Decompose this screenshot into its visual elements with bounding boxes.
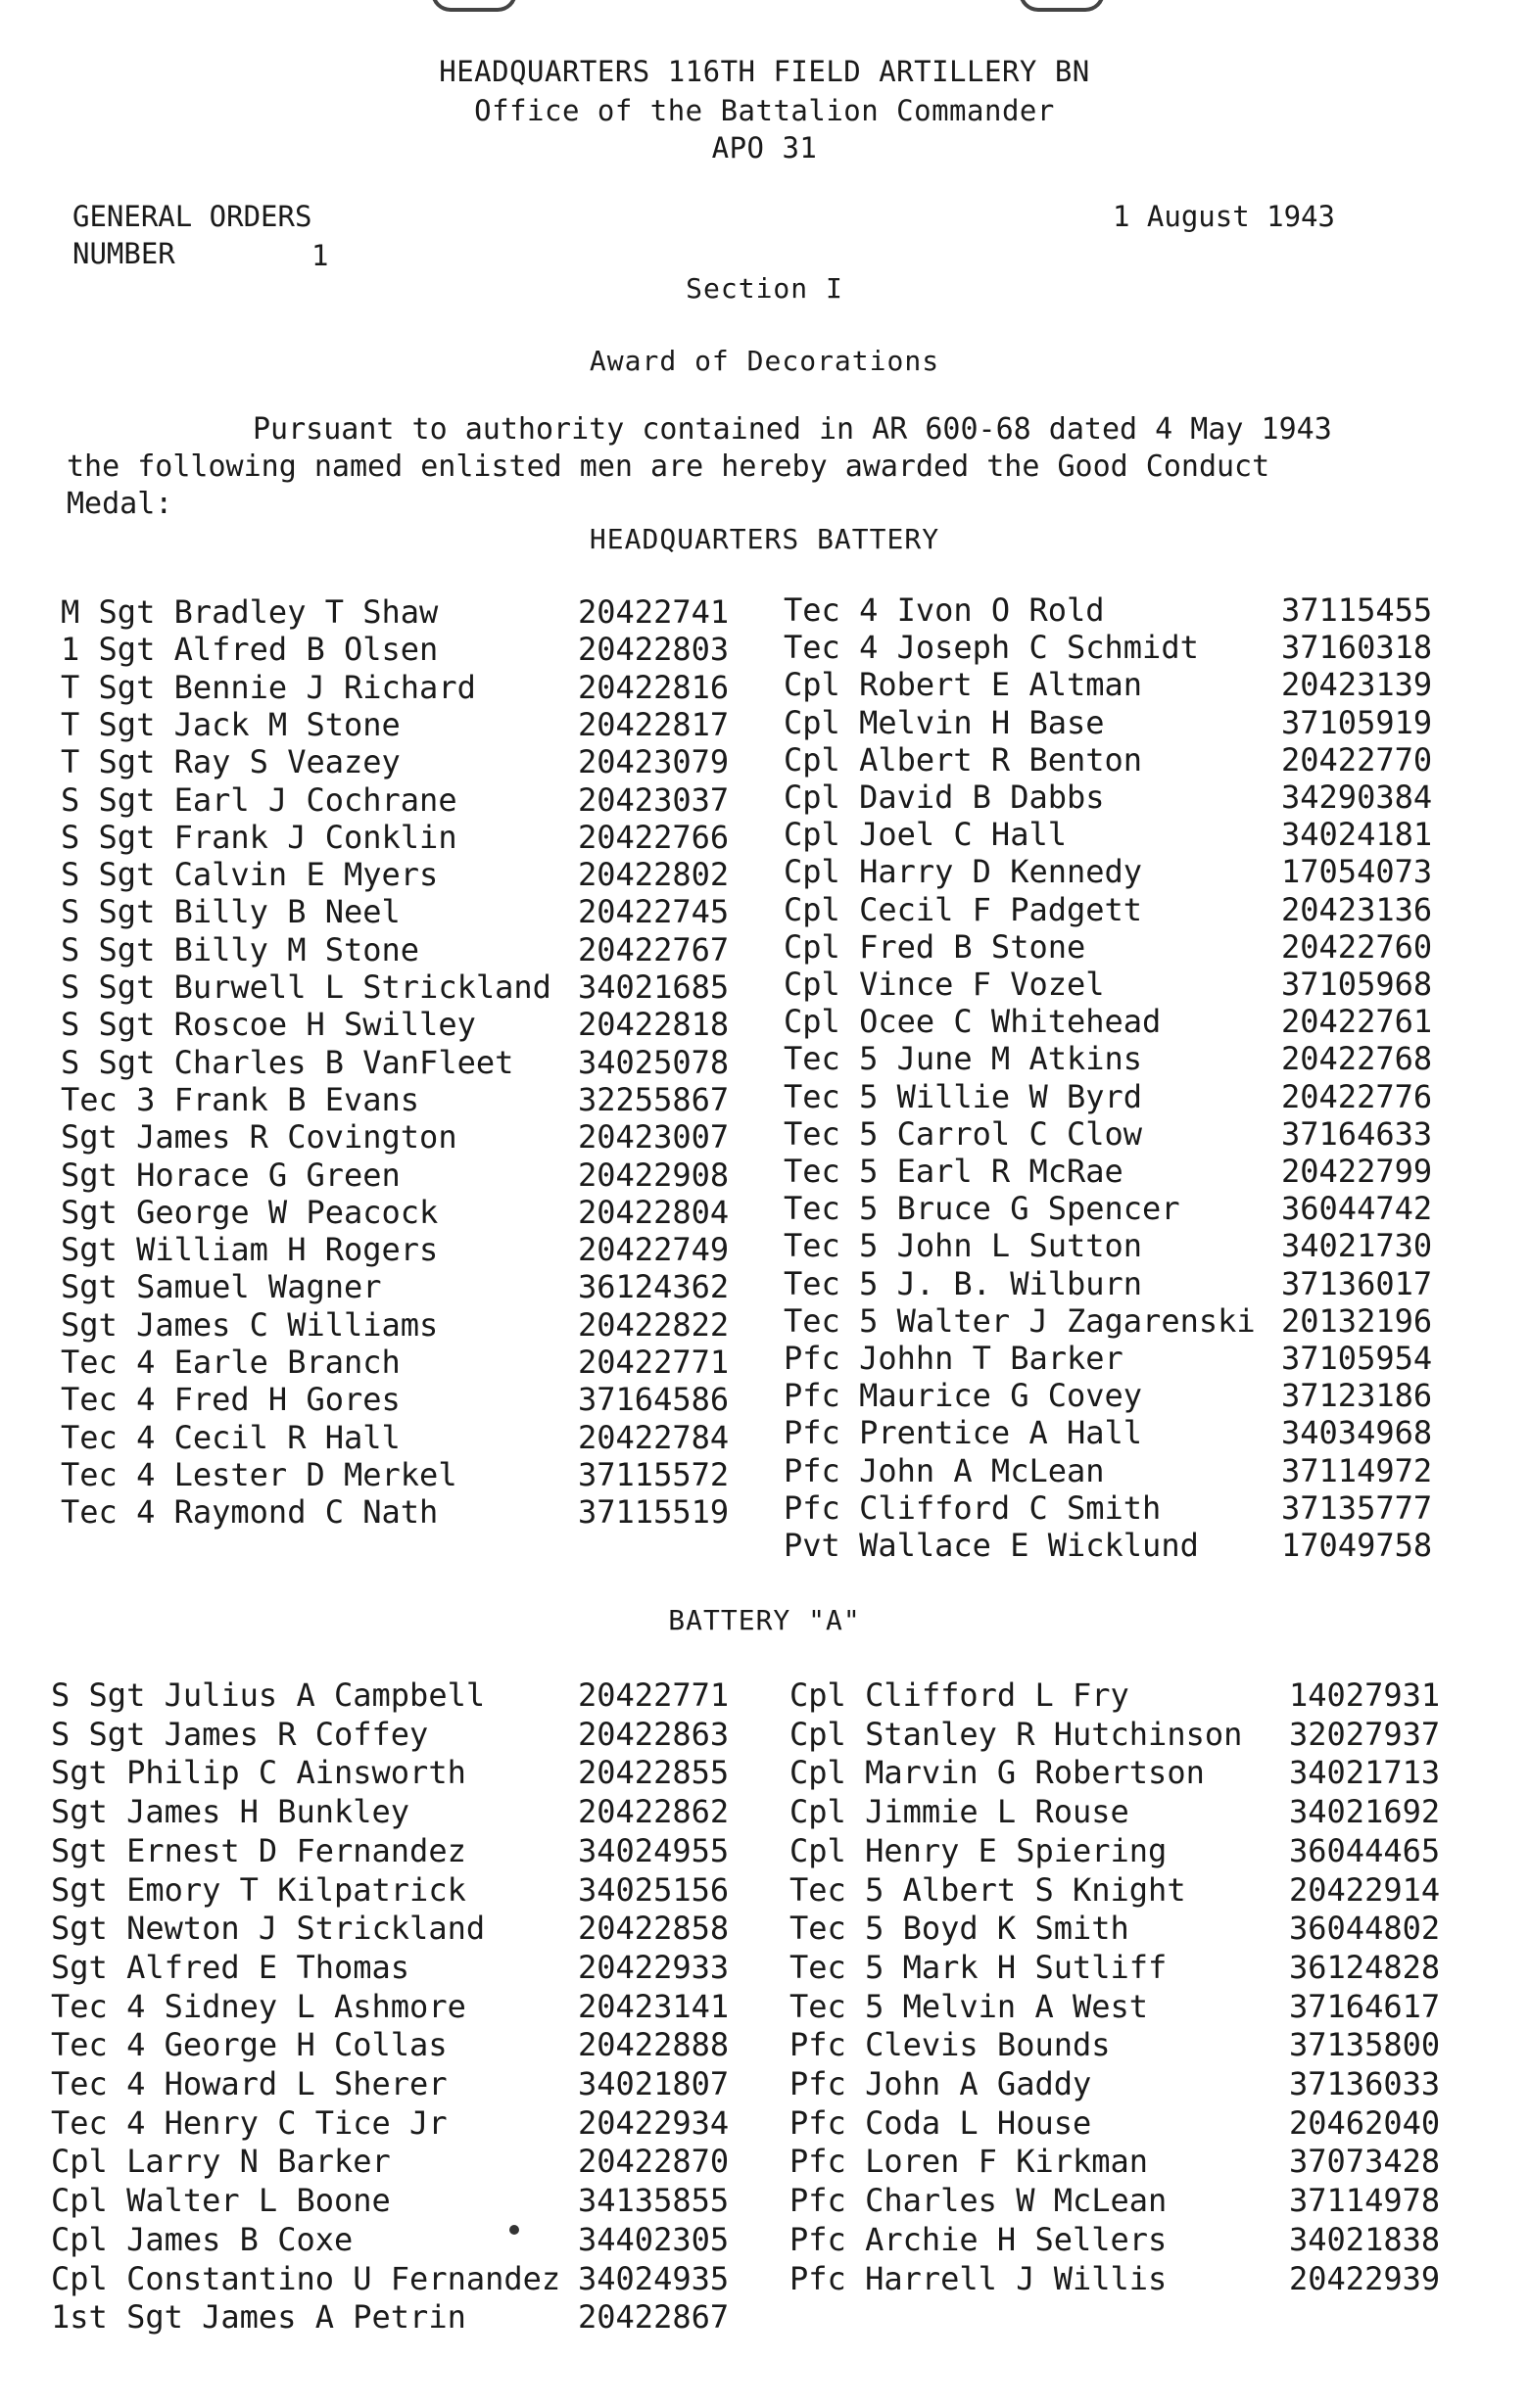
soldier-name: Sgt George W Peacock — [61, 1193, 439, 1231]
soldier-name: S Sgt Billy M Stone — [61, 930, 420, 968]
serial-number: 34034968 — [1281, 1414, 1433, 1452]
soldier-name: Cpl Clifford L Fry — [789, 1676, 1129, 1714]
paragraph-line-2: the following named enlisted men are hereby awarded the Good Conduct — [67, 449, 1270, 484]
soldier-name: Tec 5 John L Sutton — [784, 1227, 1143, 1265]
soldier-name: Tec 5 Melvin A West — [789, 1987, 1149, 2025]
hq-battery-title: HEADQUARTERS BATTERY — [589, 523, 940, 555]
soldier-name: Tec 4 Raymond C Nath — [61, 1493, 439, 1532]
soldier-name: Sgt Alfred E Thomas — [51, 1948, 410, 1986]
soldier-name: Tec 4 Cecil R Hall — [61, 1418, 401, 1456]
serial-number: 20422770 — [1281, 740, 1433, 779]
serial-number: 20422822 — [578, 1305, 730, 1344]
serial-number: 20422939 — [1289, 2259, 1441, 2297]
header-line-1: HEADQUARTERS 116TH FIELD ARTILLERY BN — [439, 55, 1090, 88]
serial-number: 34024955 — [578, 1831, 730, 1869]
soldier-name: Cpl Jimmie L Rouse — [789, 1793, 1129, 1831]
serial-number: 20422816 — [578, 668, 730, 706]
serial-number: 20423136 — [1281, 890, 1433, 928]
serial-number: 37105968 — [1281, 966, 1433, 1003]
soldier-name: Sgt William H Rogers — [61, 1231, 439, 1269]
serial-number: 34402305 — [578, 2220, 730, 2258]
serial-number: 34021807 — [578, 2065, 730, 2102]
soldier-name: Sgt James H Bunkley — [51, 1793, 410, 1831]
soldier-name: Tec 4 Henry C Tice Jr — [51, 2103, 448, 2142]
serial-number: 37136033 — [1289, 2065, 1441, 2102]
battery-a-title: BATTERY "A" — [668, 1604, 861, 1636]
serial-number: 20422888 — [578, 2026, 730, 2064]
soldier-name: Tec 5 Albert S Knight — [789, 1870, 1186, 1909]
soldier-name: S Sgt Roscoe H Swilley — [61, 1006, 476, 1044]
serial-number: 20422741 — [578, 593, 730, 631]
soldier-name: Pfc Clevis Bounds — [789, 2026, 1111, 2064]
serial-number: 20422802 — [578, 856, 730, 894]
serial-number: 20422799 — [1281, 1153, 1433, 1190]
soldier-name: S Sgt Earl J Cochrane — [61, 780, 457, 819]
serial-number: 37136017 — [1281, 1264, 1433, 1302]
soldier-name: S Sgt Billy B Neel — [61, 893, 401, 931]
soldier-name: S Sgt Charles B VanFleet — [61, 1043, 514, 1081]
soldier-name: Pfc Loren F Kirkman — [789, 2143, 1149, 2181]
serial-number: 32255867 — [578, 1080, 730, 1118]
serial-number: 36124362 — [578, 1268, 730, 1306]
serial-number: 20422760 — [1281, 927, 1433, 966]
serial-number: 20422749 — [578, 1231, 730, 1269]
serial-number: 20422863 — [578, 1715, 730, 1753]
soldier-name: Sgt Ernest D Fernandez — [51, 1831, 466, 1869]
serial-number: 34021685 — [578, 968, 730, 1006]
serial-number: 20422817 — [578, 705, 730, 743]
soldier-name: Tec 5 J. B. Wilburn — [784, 1264, 1143, 1302]
soldier-name: S Sgt Julius A Campbell — [51, 1676, 486, 1714]
serial-number: 20422934 — [578, 2103, 730, 2142]
order-date: 1 August 1943 — [1113, 200, 1335, 233]
serial-number: 20422803 — [578, 631, 730, 669]
soldier-name: Cpl Vince F Vozel — [784, 966, 1105, 1003]
serial-number: 20422914 — [1289, 1870, 1441, 1909]
soldier-name: Cpl Joel C Hall — [784, 816, 1067, 854]
soldier-name: Cpl Fred B Stone — [784, 927, 1086, 966]
serial-number: 36044465 — [1289, 1831, 1441, 1869]
soldier-name: Pfc Charles W McLean — [789, 2182, 1168, 2220]
serial-number: 37164633 — [1281, 1114, 1433, 1153]
serial-number: 20422804 — [578, 1193, 730, 1231]
soldier-name: Tec 4 Earle Branch — [61, 1344, 401, 1381]
soldier-name: 1 Sgt Alfred B Olsen — [61, 631, 439, 669]
soldier-name: Cpl Ocee C Whitehead — [784, 1003, 1162, 1041]
letterhead-mark-left — [431, 0, 517, 12]
serial-number: 37123186 — [1281, 1377, 1433, 1415]
soldier-name: Cpl Melvin H Base — [784, 703, 1105, 741]
paragraph-line-1: Pursuant to authority contained in AR 600-68 dated 4 May 1943 — [253, 412, 1332, 447]
soldier-name: Tec 5 Boyd K Smith — [789, 1910, 1129, 1948]
soldier-name: Sgt James C Williams — [61, 1305, 439, 1344]
serial-number: 34025156 — [578, 1870, 730, 1909]
soldier-name: Tec 4 Lester D Merkel — [61, 1455, 457, 1493]
soldier-name: Sgt Emory T Kilpatrick — [51, 1870, 466, 1909]
serial-number: 32027937 — [1289, 1715, 1441, 1753]
serial-number: 20422771 — [578, 1344, 730, 1381]
soldier-name: Cpl Larry N Barker — [51, 2143, 391, 2181]
serial-number: 34024935 — [578, 2259, 730, 2297]
serial-number: 20422867 — [578, 2298, 730, 2337]
soldier-name: Tec 5 Willie W Byrd — [784, 1077, 1143, 1115]
soldier-name: Sgt Newton J Strickland — [51, 1910, 486, 1948]
serial-number: 37114978 — [1289, 2182, 1441, 2220]
soldier-name: Pvt Wallace E Wicklund — [784, 1527, 1199, 1564]
serial-number: 37115519 — [578, 1493, 730, 1532]
soldier-name: Tec 5 Bruce G Spencer — [784, 1190, 1180, 1228]
soldier-name: Pfc Harrell J Willis — [789, 2259, 1168, 2297]
serial-number: 34021730 — [1281, 1227, 1433, 1265]
soldier-name: Tec 5 Carrol C Clow — [784, 1114, 1143, 1153]
soldier-name: Cpl James B Coxe — [51, 2220, 354, 2258]
soldier-name: Cpl Marvin G Robertson — [789, 1754, 1205, 1792]
serial-number: 20422870 — [578, 2143, 730, 2181]
serial-number: 37114972 — [1281, 1451, 1433, 1489]
serial-number: 37105919 — [1281, 703, 1433, 741]
letterhead-mark-right — [1019, 0, 1105, 12]
soldier-name: Tec 5 June M Atkins — [784, 1040, 1143, 1078]
serial-number: 36124828 — [1289, 1948, 1441, 1986]
subject-heading: Award of Decorations — [589, 345, 940, 377]
soldier-name: Tec 5 Walter J Zagarenski — [784, 1301, 1256, 1340]
serial-number: 37115455 — [1281, 591, 1433, 629]
soldier-name: Cpl Henry E Spiering — [789, 1831, 1168, 1869]
soldier-name: M Sgt Bradley T Shaw — [61, 593, 439, 631]
soldier-name: Pfc John A McLean — [784, 1451, 1105, 1489]
serial-number: 36044742 — [1281, 1190, 1433, 1228]
serial-number: 34021692 — [1289, 1793, 1441, 1831]
soldier-name: Cpl Robert E Altman — [784, 666, 1143, 704]
serial-number: 20422933 — [578, 1948, 730, 1986]
soldier-name: Cpl David B Dabbs — [784, 779, 1105, 816]
soldier-name: T Sgt Ray S Veazey — [61, 743, 401, 781]
soldier-name: Pfc Maurice G Covey — [784, 1377, 1143, 1415]
soldier-name: Tec 4 Sidney L Ashmore — [51, 1987, 466, 2025]
serial-number: 36044802 — [1289, 1910, 1441, 1948]
soldier-name: Pfc Prentice A Hall — [784, 1414, 1143, 1452]
soldier-name: Pfc Clifford C Smith — [784, 1488, 1162, 1527]
soldier-name: Tec 5 Mark H Sutliff — [789, 1948, 1168, 1986]
soldier-name: S Sgt Burwell L Strickland — [61, 968, 551, 1006]
soldier-name: 1st Sgt James A Petrin — [51, 2298, 466, 2337]
serial-number: 14027931 — [1289, 1676, 1441, 1714]
soldier-name: Tec 4 Howard L Sherer — [51, 2065, 448, 2102]
general-orders-label: GENERAL ORDERS — [72, 200, 312, 233]
section-heading: Section I — [686, 272, 843, 305]
soldier-name: Tec 4 Fred H Gores — [61, 1381, 401, 1419]
header-line-2: Office of the Battalion Commander — [474, 94, 1055, 127]
serial-number: 20422745 — [578, 893, 730, 931]
serial-number: 17049758 — [1281, 1527, 1433, 1564]
serial-number: 20132196 — [1281, 1301, 1433, 1340]
soldier-name: Sgt Philip C Ainsworth — [51, 1754, 466, 1792]
soldier-name: Pfc Johhn T Barker — [784, 1340, 1123, 1377]
soldier-name: Tec 3 Frank B Evans — [61, 1080, 420, 1118]
serial-number: 34135855 — [578, 2182, 730, 2220]
soldier-name: Sgt James R Covington — [61, 1118, 457, 1157]
soldier-name: Sgt Horace G Green — [61, 1156, 401, 1194]
soldier-name: S Sgt Calvin E Myers — [61, 856, 439, 894]
serial-number: 37115572 — [578, 1455, 730, 1493]
serial-number: 20422766 — [578, 818, 730, 856]
serial-number: 37164617 — [1289, 1987, 1441, 2025]
soldier-name: S Sgt James R Coffey — [51, 1715, 429, 1753]
ink-speck — [509, 2225, 519, 2235]
serial-number: 20422858 — [578, 1910, 730, 1948]
serial-number: 37164586 — [578, 1381, 730, 1419]
soldier-name: Pfc Archie H Sellers — [789, 2220, 1168, 2258]
soldier-name: Pfc John A Gaddy — [789, 2065, 1092, 2102]
soldier-name: Tec 4 Ivon O Rold — [784, 591, 1105, 629]
serial-number: 37105954 — [1281, 1340, 1433, 1377]
serial-number: 20423139 — [1281, 666, 1433, 704]
serial-number: 20422771 — [578, 1676, 730, 1714]
serial-number: 34025078 — [578, 1043, 730, 1081]
serial-number: 20422818 — [578, 1006, 730, 1044]
serial-number: 20422761 — [1281, 1003, 1433, 1041]
serial-number: 20422908 — [578, 1156, 730, 1194]
soldier-name: Cpl Cecil F Padgett — [784, 890, 1143, 928]
serial-number: 17054073 — [1281, 853, 1433, 891]
soldier-name: Cpl Harry D Kennedy — [784, 853, 1143, 891]
soldier-name: Tec 4 George H Collas — [51, 2026, 448, 2064]
serial-number: 20422776 — [1281, 1077, 1433, 1115]
soldier-name: Tec 4 Joseph C Schmidt — [784, 629, 1199, 667]
soldier-name: Cpl Stanley R Hutchinson — [789, 1715, 1243, 1753]
serial-number: 20462040 — [1289, 2103, 1441, 2142]
serial-number: 34021838 — [1289, 2220, 1441, 2258]
serial-number: 20423037 — [578, 780, 730, 819]
header-line-3: APO 31 — [711, 131, 818, 165]
serial-number: 20423007 — [578, 1118, 730, 1157]
soldier-name: T Sgt Jack M Stone — [61, 705, 401, 743]
authority-paragraph — [67, 411, 1399, 523]
soldier-name: Pfc Coda L House — [789, 2103, 1092, 2142]
soldier-name: Tec 5 Earl R McRae — [784, 1153, 1123, 1190]
serial-number: 20422767 — [578, 930, 730, 968]
serial-number: 20422855 — [578, 1754, 730, 1792]
serial-number: 20422862 — [578, 1793, 730, 1831]
serial-number: 20422784 — [578, 1418, 730, 1456]
order-number: 1 — [311, 239, 329, 272]
serial-number: 20422768 — [1281, 1040, 1433, 1078]
soldier-name: T Sgt Bennie J Richard — [61, 668, 476, 706]
serial-number: 37135777 — [1281, 1488, 1433, 1527]
serial-number: 20423079 — [578, 743, 730, 781]
soldier-name: Cpl Constantino U Fernandez — [51, 2259, 561, 2297]
serial-number: 34290384 — [1281, 779, 1433, 816]
soldier-name: Cpl Walter L Boone — [51, 2182, 391, 2220]
serial-number: 34024181 — [1281, 816, 1433, 854]
number-label: NUMBER — [72, 237, 175, 270]
serial-number: 34021713 — [1289, 1754, 1441, 1792]
serial-number: 37135800 — [1289, 2026, 1441, 2064]
serial-number: 20423141 — [578, 1987, 730, 2025]
soldier-name: Cpl Albert R Benton — [784, 740, 1143, 779]
soldier-name: S Sgt Frank J Conklin — [61, 818, 457, 856]
paragraph-line-3: Medal: — [67, 487, 173, 521]
soldier-name: Sgt Samuel Wagner — [61, 1268, 382, 1306]
serial-number: 37073428 — [1289, 2143, 1441, 2181]
serial-number: 37160318 — [1281, 629, 1433, 667]
